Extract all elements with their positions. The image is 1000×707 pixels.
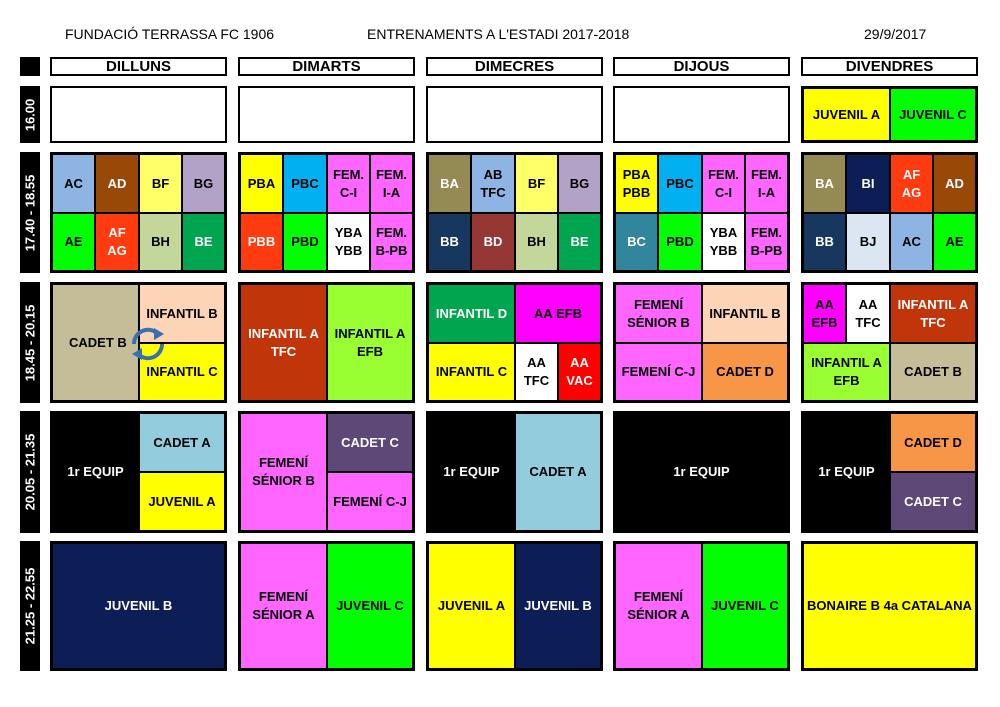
slot-dimarts-2 [238,282,415,403]
training-cell-fem-b-pb: FEM. B-PB [745,213,788,271]
training-cell-femeni-senior-a: FEMENÍ SÉNIOR A [240,543,327,669]
training-cell-infantil-c: INFANTIL C [139,343,225,401]
time-label-4 [20,541,40,671]
training-cell-femeni-senior-a: FEMENÍ SÉNIOR A [615,543,702,669]
training-cell-1r-equip: 1r EQUIP [428,413,515,531]
training-cell-bi: BI [846,154,890,213]
time-label-text: 18.45 - 20.15 [22,304,38,381]
slot-divendres-2 [801,282,978,403]
training-cell-bc: BC [615,213,658,271]
training-cell-1r-equip: 1r EQUIP [803,413,890,531]
slot-dimecres-2 [426,282,603,403]
training-cell-cadet-a: CADET A [515,413,601,531]
training-cell-bb: BB [803,213,846,271]
training-cell-yba-ybb: YBA YBB [327,213,370,271]
training-cell-fem-i-a: FEM. I-A [745,154,788,213]
slot-divendres-3 [801,411,978,533]
slot-dimarts-4 [238,541,415,671]
training-cell-1r-equip: 1r EQUIP [615,413,788,531]
training-cell-bh: BH [515,213,558,271]
training-cell-pbc: PBC [658,154,702,213]
training-cell-juvenil-c: JUVENIL C [702,543,788,669]
training-cell-bg: BG [182,154,225,213]
training-cell-cadet-b: CADET B [890,343,976,401]
training-cell-ba: BA [428,154,471,213]
time-label-text: 21.25 - 22.55 [22,567,38,645]
training-cell-af-ag: AF AG [890,154,933,213]
day-header-dijous: DIJOUS [613,57,790,76]
time-label-text: 20.05 - 21.35 [22,433,38,511]
schedule-date: 29/9/2017 [864,26,927,42]
training-cell-bj: BJ [846,213,890,271]
training-cell-be: BE [182,213,225,271]
training-cell-aa-efb: AA EFB [803,284,846,343]
club-name: FUNDACIÓ TERRASSA FC 1906 [65,26,275,42]
training-cell-femeni-c-j: FEMENÍ C-J [327,472,413,531]
training-cell-ae: AE [933,213,976,271]
training-cell-ad: AD [933,154,976,213]
slot-dimecres-1 [426,152,603,273]
slot-dilluns-3 [50,411,227,533]
time-label-text: 16.00 [22,98,38,131]
training-cell-ad: AD [95,154,139,213]
training-cell-bh: BH [139,213,182,271]
slot-dimarts-3 [238,411,415,533]
training-cell-cadet-a: CADET A [139,413,225,472]
time-label-0 [20,86,40,143]
time-label-1 [20,152,40,273]
slot-dimecres-4 [426,541,603,671]
training-cell-ba: BA [803,154,846,213]
slot-dilluns-2 [50,282,227,403]
training-cell-yba-ybb: YBA YBB [702,213,745,271]
swap-arrows-icon [124,320,172,368]
day-header-dilluns: DILLUNS [50,57,227,76]
slot-divendres-1 [801,152,978,273]
training-cell-cadet-b: CADET B [52,284,139,401]
training-cell-cadet-d: CADET D [890,413,976,472]
training-cell-bonaire-b-4a-catalana: BONAIRE B 4a CATALANA [803,543,976,669]
training-cell-be: BE [558,213,601,271]
training-cell-ab-tfc: AB TFC [471,154,515,213]
training-cell-aa-efb: AA EFB [515,284,601,343]
training-cell-ae: AE [52,213,95,271]
time-label-text: 17.40 - 18.55 [22,174,38,251]
day-header-dimarts: DIMARTS [238,57,415,76]
training-cell-bb: BB [428,213,471,271]
slot-dijous-3 [613,411,790,533]
training-cell-ac: AC [52,154,95,213]
training-cell-bf: BF [139,154,182,213]
training-cell-pba-pbb: PBA PBB [615,154,658,213]
training-cell-juvenil-a: JUVENIL A [803,88,890,141]
corner-block [20,57,40,76]
training-cell-infantil-a-tfc: INFANTIL A TFC [890,284,976,343]
slot-dimecres-3 [426,411,603,533]
training-cell-bd: BD [471,213,515,271]
slot-divendres-4 [801,541,978,671]
day-header-divendres: DIVENDRES [801,57,978,76]
training-cell-aa-vac: AA VAC [558,343,601,401]
training-cell-juvenil-a: JUVENIL A [139,472,225,531]
training-cell-pbc: PBC [283,154,327,213]
training-cell-femeni-senior-b: FEMENÍ SÉNIOR B [615,284,702,343]
training-cell-fem-c-i: FEM. C-I [327,154,370,213]
training-cell-fem-c-i: FEM. C-I [702,154,745,213]
training-cell-infantil-a-efb: INFANTIL A EFB [327,284,413,401]
slot-dijous-1 [613,152,790,273]
day-header-dimecres: DIMECRES [426,57,603,76]
time-label-3 [20,411,40,533]
training-cell-1r-equip: 1r EQUIP [52,413,139,531]
training-cell-infantil-c: INFANTIL C [428,343,515,401]
training-cell-bf: BF [515,154,558,213]
slot-divendres-0 [801,86,978,143]
training-cell-cadet-c: CADET C [890,472,976,531]
slot-dilluns-1 [50,152,227,273]
training-cell-femeni-senior-b: FEMENÍ SÉNIOR B [240,413,327,531]
training-cell-infantil-a-tfc: INFANTIL A TFC [240,284,327,401]
slot-dijous-2 [613,282,790,403]
training-cell-juvenil-c: JUVENIL C [890,88,976,141]
training-cell-fem-i-a: FEM. I-A [370,154,413,213]
training-cell-af-ag: AF AG [95,213,139,271]
training-cell-aa-tfc: AA TFC [515,343,558,401]
training-cell-cadet-d: CADET D [702,343,788,401]
slot-dilluns-0 [50,86,227,143]
training-cell-aa-tfc: AA TFC [846,284,890,343]
training-cell-pbb: PBB [240,213,283,271]
training-cell-fem-b-pb: FEM. B-PB [370,213,413,271]
slot-dijous-0 [613,86,790,143]
training-cell-juvenil-c: JUVENIL C [327,543,413,669]
training-cell-juvenil-b: JUVENIL B [515,543,601,669]
slot-dimarts-0 [238,86,415,143]
training-cell-infantil-b: INFANTIL B [139,284,225,343]
training-cell-juvenil-b: JUVENIL B [52,543,225,669]
training-cell-pbd: PBD [658,213,702,271]
slot-dilluns-4 [50,541,227,671]
slot-dimarts-1 [238,152,415,273]
training-cell-cadet-c: CADET C [327,413,413,472]
training-cell-bg: BG [558,154,601,213]
training-cell-pba: PBA [240,154,283,213]
time-label-2 [20,282,40,403]
training-cell-infantil-d: INFANTIL D [428,284,515,343]
slot-dijous-4 [613,541,790,671]
slot-dimecres-0 [426,86,603,143]
training-cell-pbd: PBD [283,213,327,271]
training-cell-infantil-b: INFANTIL B [702,284,788,343]
training-cell-ac: AC [890,213,933,271]
training-cell-infantil-a-efb: INFANTIL A EFB [803,343,890,401]
training-cell-juvenil-a: JUVENIL A [428,543,515,669]
page-title: ENTRENAMENTS A L'ESTADI 2017-2018 [367,26,630,42]
training-cell-femeni-c-j: FEMENÍ C-J [615,343,702,401]
